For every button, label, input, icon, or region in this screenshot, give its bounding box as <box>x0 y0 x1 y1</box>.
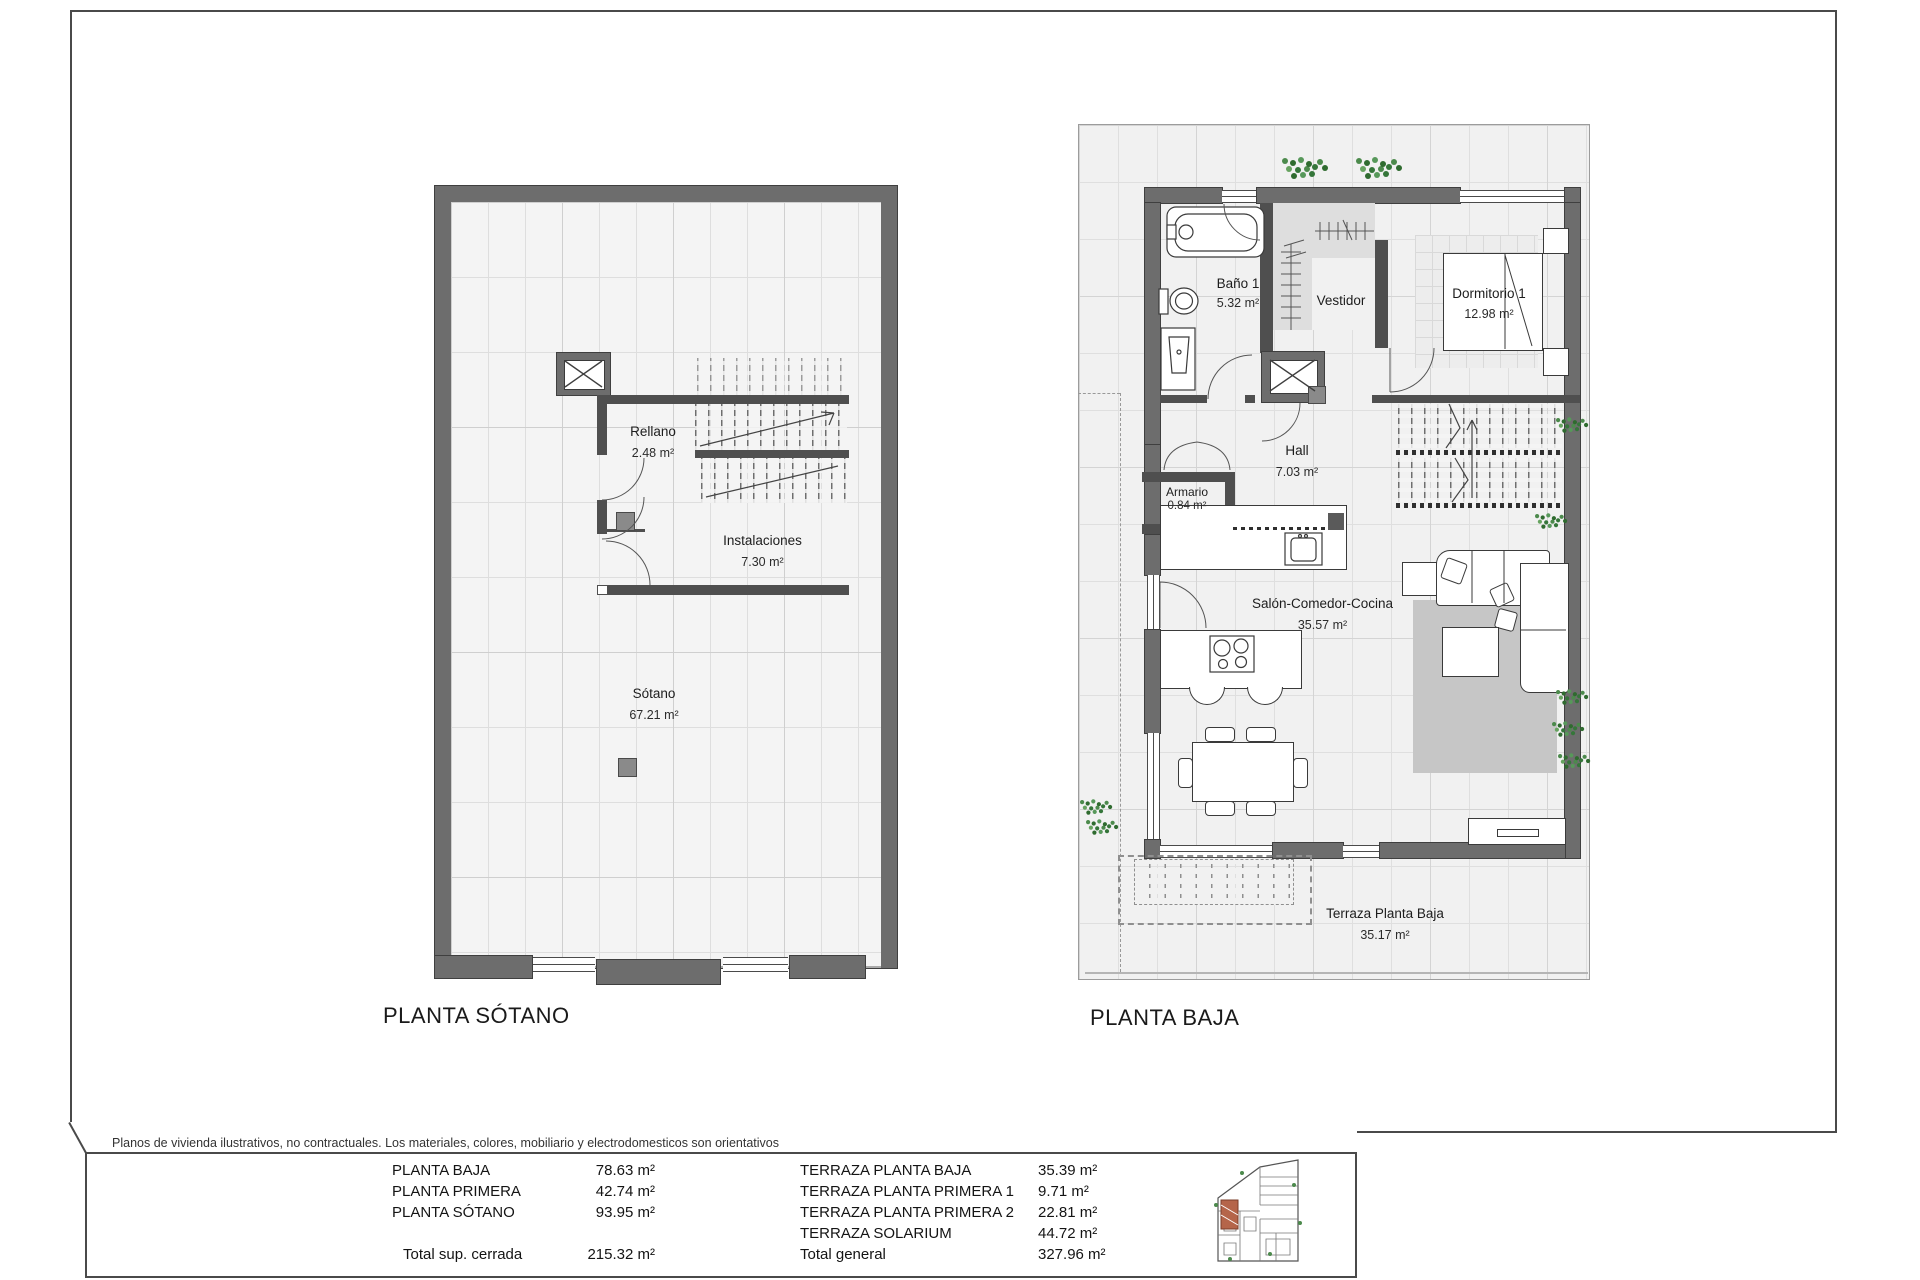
kitchen-sink-icon <box>1285 533 1322 565</box>
room-label-instalaciones: Instalaciones <box>723 533 802 548</box>
frame-top <box>70 10 1837 12</box>
room-area-bano: 5.32 m² <box>1216 296 1260 310</box>
room-label-rellano: Rellano <box>630 424 676 439</box>
room-area-hall: 7.03 m² <box>1275 465 1319 479</box>
frame-right <box>1835 10 1837 1133</box>
vanity-sink-icon <box>1161 328 1195 390</box>
sotano-linework <box>435 186 865 986</box>
stairs-arrow <box>700 412 838 497</box>
stairs-marks <box>1446 404 1477 502</box>
summary-value: 93.95 m² <box>595 1204 655 1221</box>
summary-label: TERRAZA SOLARIUM <box>800 1225 952 1242</box>
plan-title-sotano: PLANTA SÓTANO <box>383 1003 570 1028</box>
toilet-icon <box>1159 288 1198 314</box>
summary-value: 22.81 m² <box>1038 1204 1098 1221</box>
room-label-dormitorio: Dormitorio 1 <box>1452 286 1526 301</box>
summary-label: PLANTA SÓTANO <box>392 1204 515 1221</box>
room-label-hall: Hall <box>1285 443 1309 458</box>
disclaimer-text: Planos de vivienda ilustrativos, no contractuales. Los materiales, colores, mobiliario y electrodomesticos son orientativos <box>112 1136 779 1150</box>
summary-value: 42.74 m² <box>595 1183 655 1200</box>
sofa-seat-lines <box>1472 551 1566 630</box>
summary-total-value: 215.32 m² <box>587 1246 655 1263</box>
frame-corner-diagonal <box>68 1122 87 1154</box>
room-area-rellano: 2.48 m² <box>631 446 675 460</box>
summary-total-value: 327.96 m² <box>1038 1246 1106 1263</box>
summary-label: TERRAZA PLANTA BAJA <box>800 1162 972 1179</box>
frame-bottom-right <box>1357 1131 1837 1133</box>
room-label-bano: Baño 1 <box>1216 276 1260 291</box>
room-area-dormitorio: 12.98 m² <box>1464 307 1514 321</box>
summary-value: 78.63 m² <box>595 1162 655 1179</box>
keyplan-thumbnail <box>1210 1153 1305 1268</box>
summary-label: PLANTA PRIMERA <box>392 1183 521 1200</box>
room-area-sotano: 67.21 m² <box>629 708 679 722</box>
summary-label: PLANTA BAJA <box>392 1162 491 1179</box>
cooktop-icon <box>1210 636 1254 672</box>
summary-total-label: Total sup. cerrada <box>403 1246 523 1263</box>
summary-value: 9.71 m² <box>1038 1183 1089 1200</box>
baja-linework <box>1078 124 1588 978</box>
room-label-armario: Armario <box>1165 485 1208 499</box>
wardrobe-rails <box>1281 220 1374 330</box>
summary-total-label: Total general <box>800 1246 886 1263</box>
summary-label: TERRAZA PLANTA PRIMERA 1 <box>800 1183 1014 1200</box>
room-area-instalaciones: 7.30 m² <box>741 555 784 569</box>
room-area-armario: 0.84 m² <box>1167 500 1207 512</box>
frame-left <box>70 10 72 1122</box>
room-label-sotano: Sótano <box>632 686 676 701</box>
bed-fold-line <box>1505 253 1532 349</box>
elevator-x-icon <box>565 361 602 387</box>
room-area-salon: 35.57 m² <box>1297 618 1348 632</box>
summary-value: 44.72 m² <box>1038 1225 1098 1242</box>
door-arcs <box>602 458 650 585</box>
bathtub-icon <box>1167 207 1264 257</box>
room-label-salon: Salón-Comedor-Cocina <box>1251 596 1394 611</box>
room-area-terraza: 35.17 m² <box>1360 928 1410 942</box>
summary-value: 35.39 m² <box>1038 1162 1098 1179</box>
room-label-vestidor: Vestidor <box>1316 293 1366 308</box>
room-label-terraza: Terraza Planta Baja <box>1326 906 1444 921</box>
summary-label: TERRAZA PLANTA PRIMERA 2 <box>800 1204 1014 1221</box>
plan-title-baja: PLANTA BAJA <box>1090 1005 1240 1030</box>
elevator-x-icon <box>1270 360 1315 391</box>
